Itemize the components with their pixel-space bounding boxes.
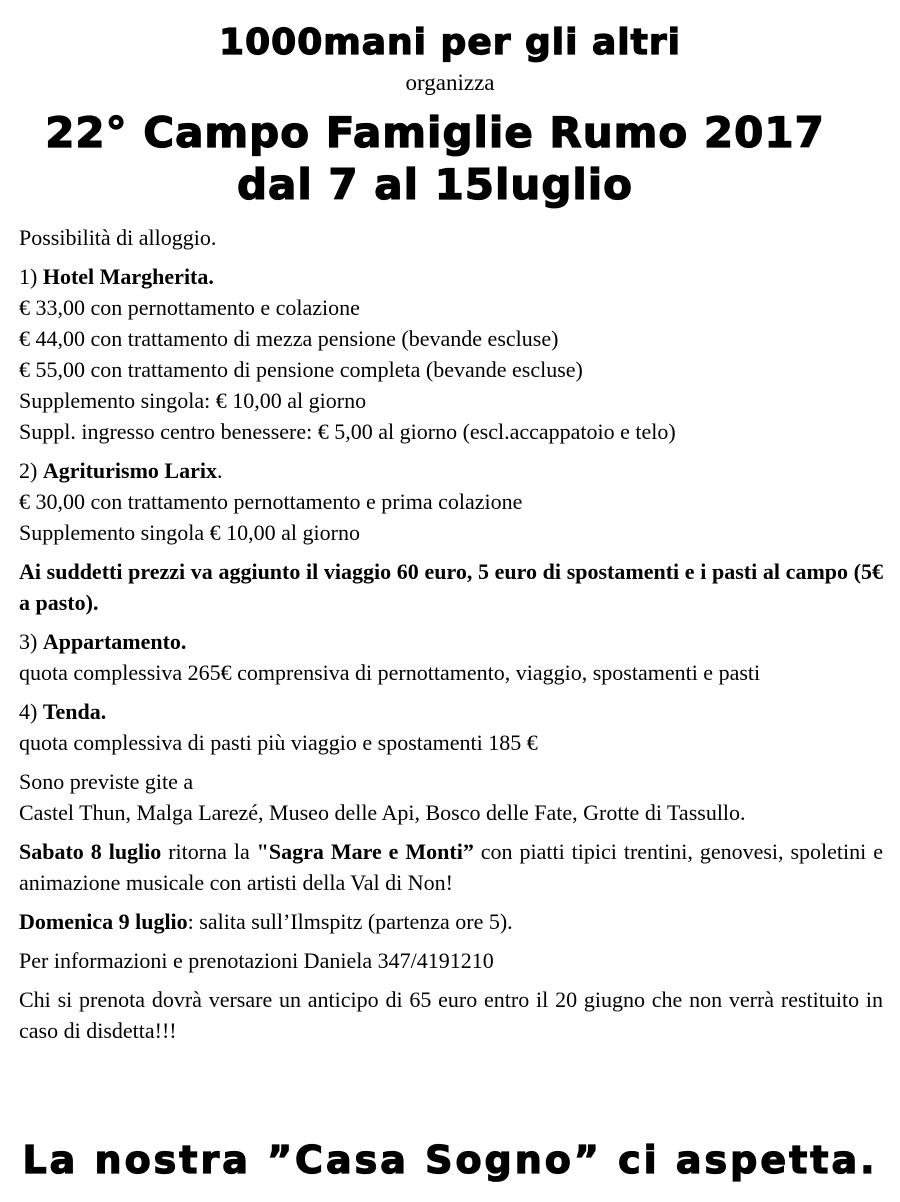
hotel-price-line: € 33,00 con pernottamento e colazione [19, 295, 360, 320]
hotel-price-line: € 55,00 con trattamento di pensione completa (bevande escluse) [19, 357, 583, 382]
hotel-heading [19, 261, 883, 292]
sabato-text-end: con piatti tipici trentini, genovesi, spoletini e animazione musicale con artisti della Val di Non! [19, 839, 883, 895]
sabato-date: Sabato 8 luglio [19, 839, 162, 864]
event-title: 22° Campo Famiglie Rumo 2017 [45, 108, 825, 157]
agriturismo-price-line: € 30,00 con trattamento pernottamento e prima colazione [19, 489, 523, 514]
domenica-paragraph [19, 906, 883, 937]
domenica-text: : salita sull’Ilmspitz (partenza ore 5). [187, 909, 513, 934]
hotel-number: 1) [19, 264, 43, 289]
organizza-label: organizza [405, 70, 495, 95]
appartamento-heading [19, 626, 883, 657]
closing-slogan: La nostra ”Casa Sogno” ci aspetta. [22, 1138, 878, 1182]
organizer-name: 1000mani per gli altri [219, 22, 681, 63]
tenda-text: quota complessiva di pasti più viaggio e spostamenti 185 € [19, 730, 538, 755]
sabato-text: ritorna la [161, 839, 257, 864]
sabato-paragraph [19, 836, 883, 898]
event-dates: dal 7 al 15luglio [236, 160, 634, 209]
hotel-price-line: € 44,00 con trattamento di mezza pensione (bevande escluse) [19, 326, 559, 351]
tenda-name: Tenda. [42, 699, 107, 724]
hotel-price-line: Suppl. ingresso centro benessere: € 5,00 al giorno (escl.accappatoio e telo) [19, 419, 676, 444]
gite-list: Castel Thun, Malga Larezé, Museo delle Api, Bosco delle Fate, Grotte di Tassullo. [19, 800, 746, 825]
agriturismo-name: Agriturismo Larix [42, 458, 217, 483]
appartamento-number: 3) [19, 629, 43, 654]
intro-text: Possibilità di alloggio. [19, 225, 217, 250]
agriturismo-heading [19, 455, 883, 486]
tenda-heading [19, 696, 883, 727]
agriturismo-dot: . [216, 458, 223, 483]
tenda-number: 4) [19, 699, 43, 724]
gite-intro: Sono previste gite a [19, 769, 194, 794]
sabato-event: "Sagra Mare e Monti” [256, 839, 474, 864]
extra-costs-note: Ai suddetti prezzi va aggiunto il viaggio 60 euro, 5 euro di spostamenti e i pasti al campo (5€ a pasto). [19, 559, 883, 615]
hotel-price-line: Supplemento singola: € 10,00 al giorno [19, 388, 367, 413]
appartamento-name: Appartamento. [42, 629, 187, 654]
agriturismo-number: 2) [19, 458, 43, 483]
appartamento-text: quota complessiva 265€ comprensiva di pernottamento, viaggio, spostamenti e pasti [19, 660, 761, 685]
hotel-name: Hotel Margherita. [42, 264, 214, 289]
flyer-body [19, 222, 883, 1046]
deposit-note: Chi si prenota dovrà versare un anticipo di 65 euro entro il 20 giugno che non verrà restituito in caso di disdetta!!! [19, 987, 883, 1043]
domenica-date: Domenica 9 luglio [19, 909, 188, 934]
agriturismo-price-line: Supplemento singola € 10,00 al giorno [19, 520, 360, 545]
contact-info: Per informazioni e prenotazioni Daniela 347/4191210 [19, 948, 494, 973]
